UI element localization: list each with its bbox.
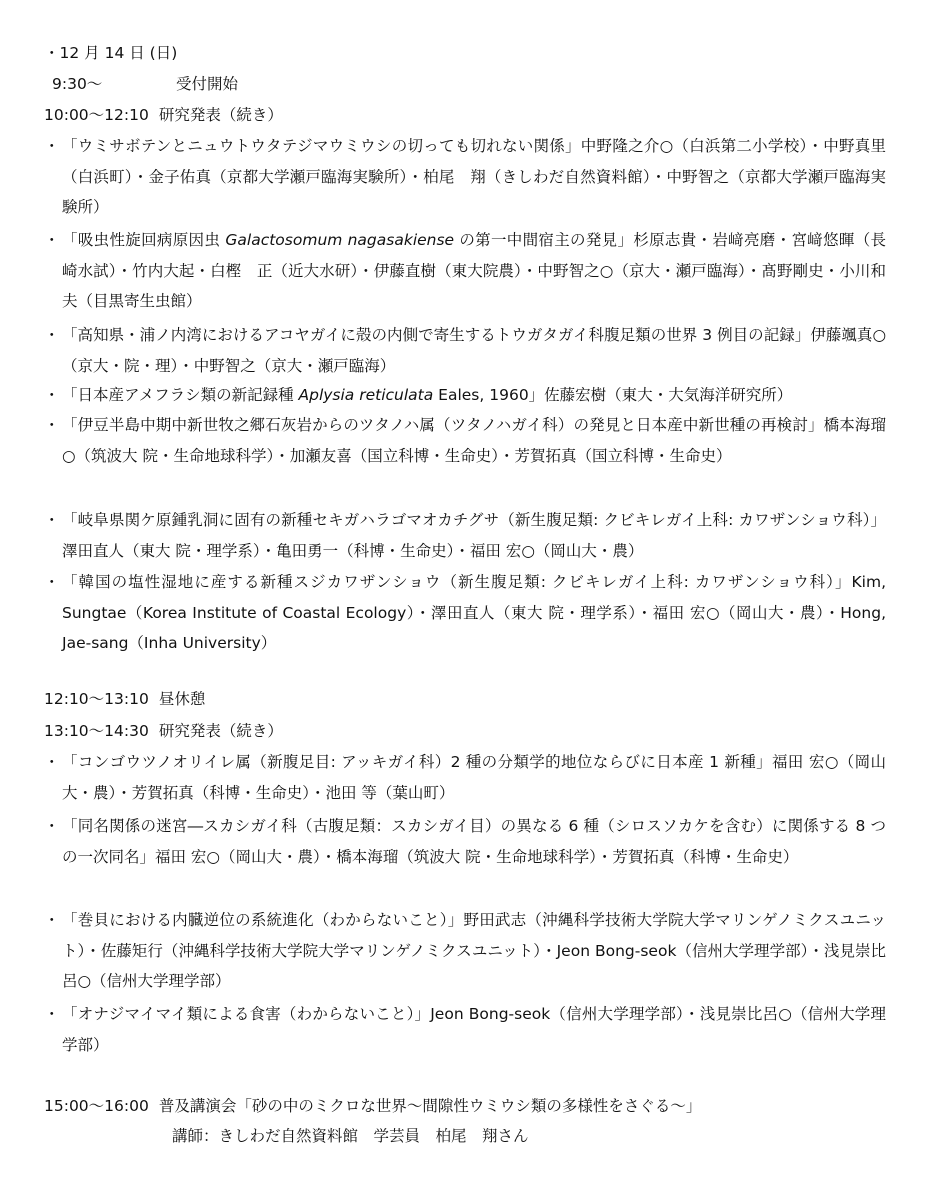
reception-time: 9:30～ [52,75,103,93]
lecture-speaker: 講師：きしわだ自然資料館 学芸員 柏尾 翔さん [172,1127,529,1145]
talk-entry [44,410,886,471]
bullet-mark: ・ [44,911,60,929]
session1-time: 10:00～12:10 [44,106,149,124]
lunch-time: 12:10～13:10 [44,690,149,708]
talk-text-continued: Eales, 1960」佐藤宏樹（東大・大気海洋研究所） [433,386,793,404]
talk-entry [44,320,886,381]
talk-entry [44,811,886,872]
talk-entry [44,225,886,317]
session2-label: 研究発表（続き） [158,722,283,740]
talk-entry [44,380,886,411]
bullet-mark: ・ [44,753,60,771]
session2-line [44,716,283,746]
talk-text: 「日本産アメフラシ類の新記録種 [62,386,299,404]
lecture-title: 普及講演会「砂の中のミクロな世界～間隙性ウミウシ類の多様性をさぐる～」 [158,1097,702,1115]
talk-text: 「韓国の塩性湿地に産する新種スジカワザンショウ（新生腹足類: クビキレガイ上科: カワザンショウ科）」Kim, Sungtae（Korea Institute of Coastal Ecology）・澤田直人（東大 院・理学系）・福田 宏○（岡山大・農）・Hong, Jae-sang（Inha University） [62,573,886,652]
talk-entry [44,905,886,997]
talk-entry [44,567,886,659]
talk-entry [44,747,886,808]
lecture-time: 15:00～16:00 [44,1097,149,1115]
talk-text: 「同名関係の迷宮―スカシガイ科（古腹足類：スカシガイ目）の異なる 6 種（シロスソカケを含む）に関係する 8 つの一次同名」福田 宏○（岡山大・農）・橋本海瑠（筑波大 院・生命地球科学）・芳賀拓真（科博・生命史） [62,817,886,866]
bullet-mark: ・ [44,511,60,529]
species-name: Aplysia reticulata [298,386,434,404]
talk-text: 「岐阜県関ケ原鍾乳洞に固有の新種セキガハラゴマオカチグサ（新生腹足類: クビキレガイ上科: カワザンショウ科）」澤田直人（東大 院・理学系）・亀田勇一（科博・生命史）・福田 宏○（岡山大・農） [62,511,886,560]
talk-text: 「オナジマイマイ類による食害（わからないこと）」Jeon Bong-seok（信州大学理学部）・浅見崇比呂○（信州大学理学部） [62,1005,886,1054]
reception-label: 受付開始 [176,75,239,93]
talk-text: 「コンゴウツノオリイレ属（新腹足目: アッキガイ科）2 種の分類学的地位ならびに日本産 1 新種」福田 宏○（岡山大・農）・芳賀拓真（科博・生命史）・池田 等（葉山町） [62,753,886,802]
talk-entry [44,999,886,1060]
bullet-mark: ・ [44,416,60,434]
talk-entry [44,131,886,223]
lunch-label: 昼休憩 [158,690,206,708]
talk-text: 「吸虫性旋回病原因虫 [62,231,226,249]
reception-line [52,69,238,99]
bullet-mark: ・ [44,137,60,155]
talk-text: 「伊豆半島中期中新世牧之郷石灰岩からのツタノハ属（ツタノハガイ科）の発見と日本産中新世種の再検討」橋本海瑠○（筑波大 院・生命地球科学）・加瀬友喜（国立科博・生命史）・芳賀拓真（国立科博・生命史） [62,416,886,465]
talk-text: 「ウミサボテンとニュウトウタテジマウミウシの切っても切れない関係」中野隆之介○（白浜第二小学校）・中野真里（白浜町）・金子佑真（京都大学瀬戸臨海実験所）・柏尾 翔（きしわだ自然資料館）・中野智之（京都大学瀬戸臨海実験所） [62,137,886,216]
talk-text: 「巻貝における内臓逆位の系統進化（わからないこと）」野田武志（沖縄科学技術大学院大学マリンゲノミクスユニット）・佐藤矩行（沖縄科学技術大学院大学マリンゲノミクスユニット）・Jeon Bong-seok（信州大学理学部）・浅見崇比呂○（信州大学理学部） [62,911,886,990]
bullet-mark: ・ [44,817,60,835]
talk-text: 「高知県・浦ノ内湾におけるアコヤガイに殻の内側で寄生するトウガタガイ科腹足類の世界 3 例目の記録」伊藤颯真○（京大・院・理）・中野智之（京大・瀬戸臨海） [62,326,886,375]
talk-entry [44,505,886,566]
bullet-mark: ・ [44,386,60,404]
session1-line [44,100,283,130]
bullet-mark: ・ [44,1005,60,1023]
day-heading: ・12 月 14 日 (日) [44,44,178,62]
lecture-line [44,1091,701,1121]
bullet-mark: ・ [44,231,60,249]
session2-time: 13:10～14:30 [44,722,149,740]
bullet-mark: ・ [44,573,60,591]
talk-text-continued: の第一中間宿主の発見」杉原志貴・岩﨑亮磨・宮﨑悠暉（長崎水試）・竹内大起・白樫 正（近大水研）・伊藤直樹（東大院農）・中野智之○（京大・瀬戸臨海）・髙野剛史・小川和夫（目黒寄生虫館） [62,231,887,310]
lunch-line [44,684,205,714]
bullet-mark: ・ [44,326,60,344]
session1-label: 研究発表（続き） [158,106,283,124]
species-name: Galactosomum nagasakiense [225,231,455,249]
